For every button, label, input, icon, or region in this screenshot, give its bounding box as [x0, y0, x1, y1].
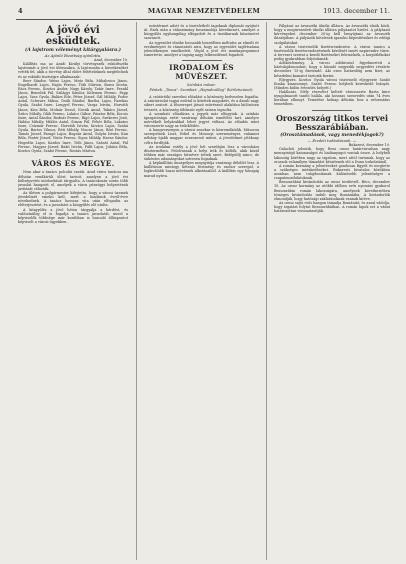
jurors-name-list: Beer Sándor, Weisz Lajos, Mráz Béla, Mihalovics János, Engelhardt Lajos, Hajós Ferenc, Tóth Márton, Boros István, Rácz Ferenc, Kovács Andor, Nagy Károly, Tatár Imre, Frankl János, Benedek Pál, Szilágyi Sándor, Kelemen Ferenc, Papp Lajos, Vass Gyula, Balázs Ede, Péter József, Gál Mihály, Fodor Antal, Schwarz Miksa, Deák Sándor, Bartha Lajos, Fazekas Gyula, Szabó Imre, Lengyel Ferenc, Varga István, Horváth János, Kiss Béla, Molnár Dezső, Novák Antal, Takács József, Szűcs Mihály, Oláh Ferenc, Lukács Gábor, Pásztor Béla, Kocsis Imre, Antal Sándor, Bodnár Ferenc, Rigó Lajos, Szekeres Jenő, Halász Mihály, Miklós Antal, Simon Pál, Fehér Béla, Lakatos Imre, Csizmár Ferenc, Horváth István, Kovács Lajos, Szalai Gyula, Bartos Vilmos, Réti Mihály, Vincze János, Bíró Ferenc, Tamás József, Faragó Lajos, Bognár Antal, Gulyás István, Kun Béla, Pintér József, Vörös Ferenc, Sipos Mihály, Havas Sándor, Hegedűs Lajos, Kardos Imre, Tóth János, Szántó Antal, Pál Ferenc, Magyar József, Bakó István, Pálfi Lajos, Juhász Béla, Kovács Gyula, Szabó Ferenc, Rostás Márton. [18, 78, 128, 153]
column-left [18, 24, 128, 560]
column-right [274, 24, 390, 560]
article-headline-jurors: A jövő évi esküdtek. [45, 25, 101, 47]
article-byline-russia: — Eredeti tudósításunk. — [307, 138, 357, 143]
article-subhead-russia: (Orosztámadások, vagy menedékjogok?) [280, 132, 384, 138]
news-item: Adóközlemény. A városi adóhivatal figyelmezteti a háztulajdonosokat, hogy a házadó negyedik negyedévi részlete december 15-ig fizetendő. Aki ezen határidőig nem fizet, az késedelmi kamatot tartozik fizetni. [274, 61, 390, 78]
russia-paragraph: Galachói jelentik, hogy Reni orosz határvárosban nagy mennyiségű katonaságot és hadianyagot vontak össze. A helybeli lakosság körében nagy az izgalom, mert attól tartanak, hogy az oroszok valamilyen támadást készítenek elő a Duna torkolatánál. [274, 147, 390, 164]
section-divider [53, 156, 93, 157]
column-divider-right [266, 22, 267, 560]
news-item: Eljegyzés. Kovács Gyula városi tisztviselő eljegyezte Szabó Ilonka kisasszonyt, Szabó Ferenc helybeli kereskedő leányát. (Minden külön értesítés helyett.) [274, 77, 390, 90]
literature-paragraph: A szombati előadásra a jegyek már elfogytak. A színház igazgatósága ezért vasárnap délután ismétlést tart, amelyre mérsékelt helyárakkal lehet jegyet váltani. Az előadás iránt városszerte nagy az érdeklődés. [144, 111, 259, 129]
column-middle [144, 24, 259, 560]
literature-paragraph: Az irodalmi estély a jövő hét szerdáján lesz a városháza dísztermében. Felolvasnak a helyi írók és költők, akik közül többen már országos hírnévre tettek szert. Belépődíj nincs, de önkéntes adományokat szívesen fogadnak. [144, 144, 259, 162]
section-divider [182, 60, 222, 61]
literature-paragraph: A hangversenyen a városi zenekar is közreműködik. Műsoron szerepelnek Liszt, Erkel és Mosonyi szerzeményei, valamint néhány újabb magyar zeneszerző művei. A jövedelmet jótékony célra fordítják. [144, 128, 259, 145]
masthead [18, 6, 390, 18]
literature-paragraph: A csütörtöki szerelmi előadást a közönség kedvezően fogadta. A színtársulat tagjai ezúttal is kitettek magukért, és a darab nagy sikert aratott. A főszerepet játszó művésznő alakítása különösen tetszett, a közönség többször nyílt színen tapsolta. [144, 95, 259, 112]
continued-paragraph: Az egyesület elnöke hosszabb beszédben méltatta az elmúlt év eredményeit és rámutatott arra, hogy az egyesület taglétszáma jelentékenyen emelkedett. Végül a jövő évi munkaprogramot ismertette, amelyet a tagság nagy lelkesedéssel fogadott. [144, 40, 259, 57]
continued-paragraph: ezüstérmet adott és a tiszteletbeli tagoknak diplomát nyújtott át. Ezek után a választmány beszámolója következett, amelyet a közgyűlés egyhangúlag elfogadott és a tisztikarnak köszönetet szavazott. [144, 24, 259, 41]
city-paragraph: A közgyűlés a jövő héten tárgyalja a kérdést, és valószínűleg el is fogadja a tanács javaslatát, mivel a képviselők többsége már korábban is hasonló álláspontot képviselt a városi ügyekben. [18, 207, 128, 224]
city-paragraph: Nem akar a tanács polcolni vasúti. Arad város tanácsa ma délután rendkívüli ülést tartott, amelyen a jövő évi költségvetés módosítását tárgyalta. A tanácskozás során több javaslat hangzott el, amelyek a város pénzügyi helyzetének javítását célozták. [18, 170, 128, 191]
section-title-literature: IRODALOM ÉS MŰVÉSZET. [169, 63, 234, 81]
city-paragraph: Az ülésen a polgármester kifejtette, hogy a városi üzemek jövedelmét emelni kell, mert a kiadások évről-évre növekednek. A tanács hosszas vita után elfogadta az előterjesztést, és a javaslatot a közgyűlés elé utalta. [18, 191, 128, 208]
masthead-rule [16, 19, 392, 20]
section-title-city: VÁROS ÉS MEGYE. [31, 158, 115, 168]
news-item: Halálozás. Mély részvétet keltett városszerte Barta Imre nyugalmazott tanító halála, aki hosszas szenvedés után 74 éves korában elhunyt. Temetése holnap délután lesz a református temetőben. [274, 90, 390, 107]
literature-paragraph: A képkiállítás ünnepélyes megnyitója vasárnap délelőtt lesz. A kiállításon mintegy kétszáz festmény és szobor szerepel, a legkiválóbb hazai művészek alkotásaiból. A kiállítás egy hónapig marad nyitva. [144, 161, 259, 178]
article-byline-jurors: Az Ajánló Bizottság ajánlotta. [44, 52, 102, 58]
issue-date: 1913. december 11. [323, 7, 390, 15]
theater-program-items: Péntek: „Tosca". Szombat: „Hajnalcsillag" (bérletszünet). [149, 87, 254, 92]
news-item: A városi tisztviselők fizetésrendezése. A városi tanács a tisztviselők fizetésrendezésének kérdését ismét napirendre tűzte. A tervezet szerint a kezdő fizetéseket felemelnék, a korpótlékokat pedig gyakrabban folyósítanák. [274, 44, 390, 61]
russia-paragraph: Besszarábiai kivándorlás az orosz területről. Bécs, december 10. Az orosz kormány az utóbbi időben erős nyomást gyakorol Besszarábia román lakosságára, amelynek következtében tömeges kivándorlás indult meg Romániába. A kivándorlók elmondják, hogy hatósági zaklatásoknak vannak kitéve. [274, 180, 390, 201]
section-divider [312, 110, 352, 111]
article-headline-russia: Oroszország titkos tervei Besszarábiában. [275, 112, 389, 132]
russia-paragraph: Az orosz sajtó erős hangon támadja Romániát, és azzal vádolja, hogy izgatást folytat Besszarábiában. A román lapok ezt a vádat határozottan visszautasítják. [274, 200, 390, 214]
russia-paragraph: A román kormány a jelentéseket gondosan figyeli és megtette a szükséges intézkedéseket. Bukaresti hivatalos körökben azonban nem tulajdonítanak különösebb jelentőséget a csapatmozdulatoknak. [274, 163, 390, 181]
news-item: Pályázat az árvaszéki ülnöki állásra. Az árvaszéki elnök közli, hogy a megüresedett ülnöki állásra pályázatot hirdet. A pályázati kérvényeket december 20-ig kell benyújtani az árvaszék iktatójában. A pályázók kötelesek igazolni képesítésüket és eddigi szolgálatukat. [274, 24, 390, 45]
paper-title: MAGYAR NEMZETVÉDELEM [147, 7, 261, 15]
article-subhead-jurors: (A lajstrom véleményt kitárgyalásra.) [25, 48, 121, 53]
page-number: 4 [18, 7, 23, 15]
column-divider-left [136, 22, 137, 560]
theater-program-title: Színházi műsor: [186, 83, 217, 87]
article-dateline-russia: Bukarest, december 10. [348, 143, 390, 148]
article-intro-jurors: Kiállítás ma az Aradi Királyi törvényszék esküdtszéki lajstromát a jövő évi ülésszakra. A lajstromba a következőket vették fel, akik a törvény által előírt feltételeknek megfelelnek és az esküdti tisztségre alkalmasak: [18, 62, 128, 79]
article-dateline-jurors: Arad, december 10. [94, 58, 128, 62]
